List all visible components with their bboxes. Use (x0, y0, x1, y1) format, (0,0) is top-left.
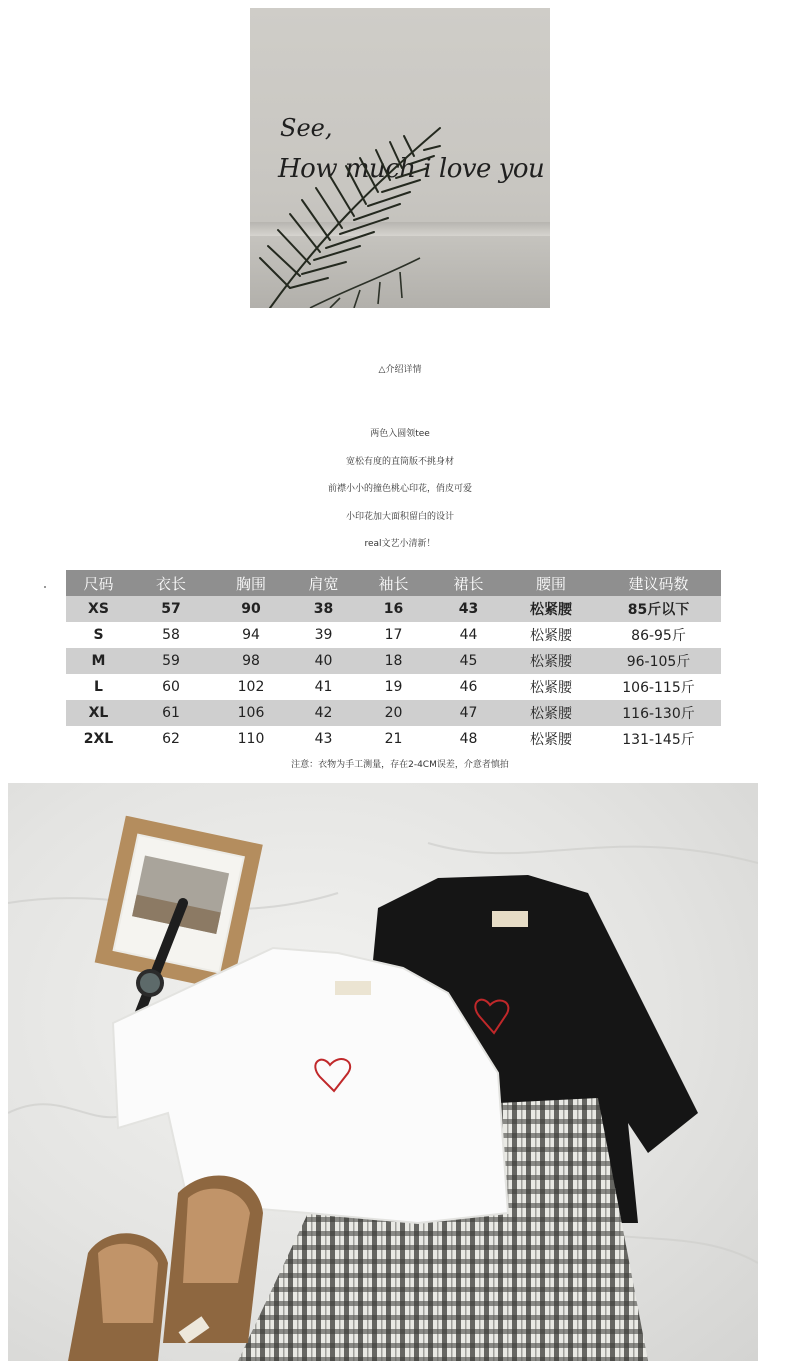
table-cell: 94 (211, 622, 291, 648)
header-cell: 尺码 (66, 570, 131, 596)
hero-image (250, 8, 550, 308)
table-cell: 59 (131, 648, 211, 674)
size-chart-table (66, 570, 721, 752)
table-cell: 2XL (66, 726, 131, 752)
palm-leaf-illustration (250, 8, 550, 308)
table-cell: 90 (211, 596, 291, 622)
tan-mules (68, 1176, 263, 1361)
intro-line: 宽松有度的直筒版不挑身材 (345, 456, 454, 467)
table-cell: 松紧腰 (506, 700, 596, 726)
hero-text-line2: How much i love you (278, 154, 545, 184)
table-cell: 60 (131, 674, 211, 700)
table-cell: 47 (431, 700, 506, 726)
product-photo (8, 783, 758, 1361)
table-cell: 松紧腰 (506, 674, 596, 700)
intro-line: real文艺小清新！ (364, 539, 436, 549)
table-cell: 40 (291, 648, 356, 674)
table-cell: 18 (356, 648, 431, 674)
header-cell: 衣长 (131, 570, 211, 596)
table-cell: 松紧腰 (506, 596, 596, 622)
table-cell: 102 (211, 674, 291, 700)
stray-dot (44, 586, 46, 588)
intro-line: 前襟小小的撞色桃心印花，俏皮可爱 (327, 484, 472, 494)
table-row (66, 700, 721, 726)
table-cell: 44 (431, 622, 506, 648)
intro-line: 两色入圆领tee (370, 429, 430, 439)
table-cell: 松紧腰 (506, 622, 596, 648)
table-cell: 48 (431, 726, 506, 752)
table-row (66, 726, 721, 752)
table-cell: S (66, 622, 131, 648)
table-row (66, 596, 721, 622)
header-cell: 腰围 (506, 570, 596, 596)
product-flatlay-illustration (8, 783, 758, 1361)
header-cell: 肩宽 (291, 570, 356, 596)
hero-text-line1: See, (280, 114, 333, 142)
table-cell: 43 (431, 596, 506, 622)
table-cell: 110 (211, 726, 291, 752)
table-cell: 98 (211, 648, 291, 674)
table-cell: 85斤以下 (596, 596, 721, 622)
table-cell: 131-145斤 (596, 726, 721, 752)
table-cell: 58 (131, 622, 211, 648)
table-cell: 46 (431, 674, 506, 700)
table-header-row (66, 570, 721, 596)
intro-line: 小印花加大面积留白的设计 (345, 511, 454, 522)
table-cell: 106 (211, 700, 291, 726)
table-cell: 20 (356, 700, 431, 726)
table-row (66, 674, 721, 700)
header-cell: 建议码数 (596, 570, 721, 596)
table-cell: 17 (356, 622, 431, 648)
table-cell: 86-95斤 (596, 622, 721, 648)
table-cell: 96-105斤 (596, 648, 721, 674)
intro-title: △介绍详情 (378, 365, 422, 375)
table-cell: 45 (431, 648, 506, 674)
table-cell: M (66, 648, 131, 674)
table-cell: 62 (131, 726, 211, 752)
table-cell: 16 (356, 596, 431, 622)
measurement-note: 注意：衣物为手工测量，存在2-4CM误差，介意者慎拍 (291, 760, 509, 770)
header-cell: 袖长 (356, 570, 431, 596)
table-cell: 松紧腰 (506, 726, 596, 752)
table-cell: 38 (291, 596, 356, 622)
table-cell: 106-115斤 (596, 674, 721, 700)
table-cell: 42 (291, 700, 356, 726)
table-cell: XS (66, 596, 131, 622)
table-cell: L (66, 674, 131, 700)
header-cell: 裙长 (431, 570, 506, 596)
header-cell: 胸围 (211, 570, 291, 596)
table-cell: XL (66, 700, 131, 726)
table-cell: 松紧腰 (506, 648, 596, 674)
table-row (66, 648, 721, 674)
table-cell: 21 (356, 726, 431, 752)
table-cell: 39 (291, 622, 356, 648)
table-cell: 57 (131, 596, 211, 622)
table-cell: 41 (291, 674, 356, 700)
intro-description (0, 428, 800, 566)
table-cell: 43 (291, 726, 356, 752)
table-cell: 19 (356, 674, 431, 700)
table-row (66, 622, 721, 648)
table-cell: 61 (131, 700, 211, 726)
table-cell: 116-130斤 (596, 700, 721, 726)
